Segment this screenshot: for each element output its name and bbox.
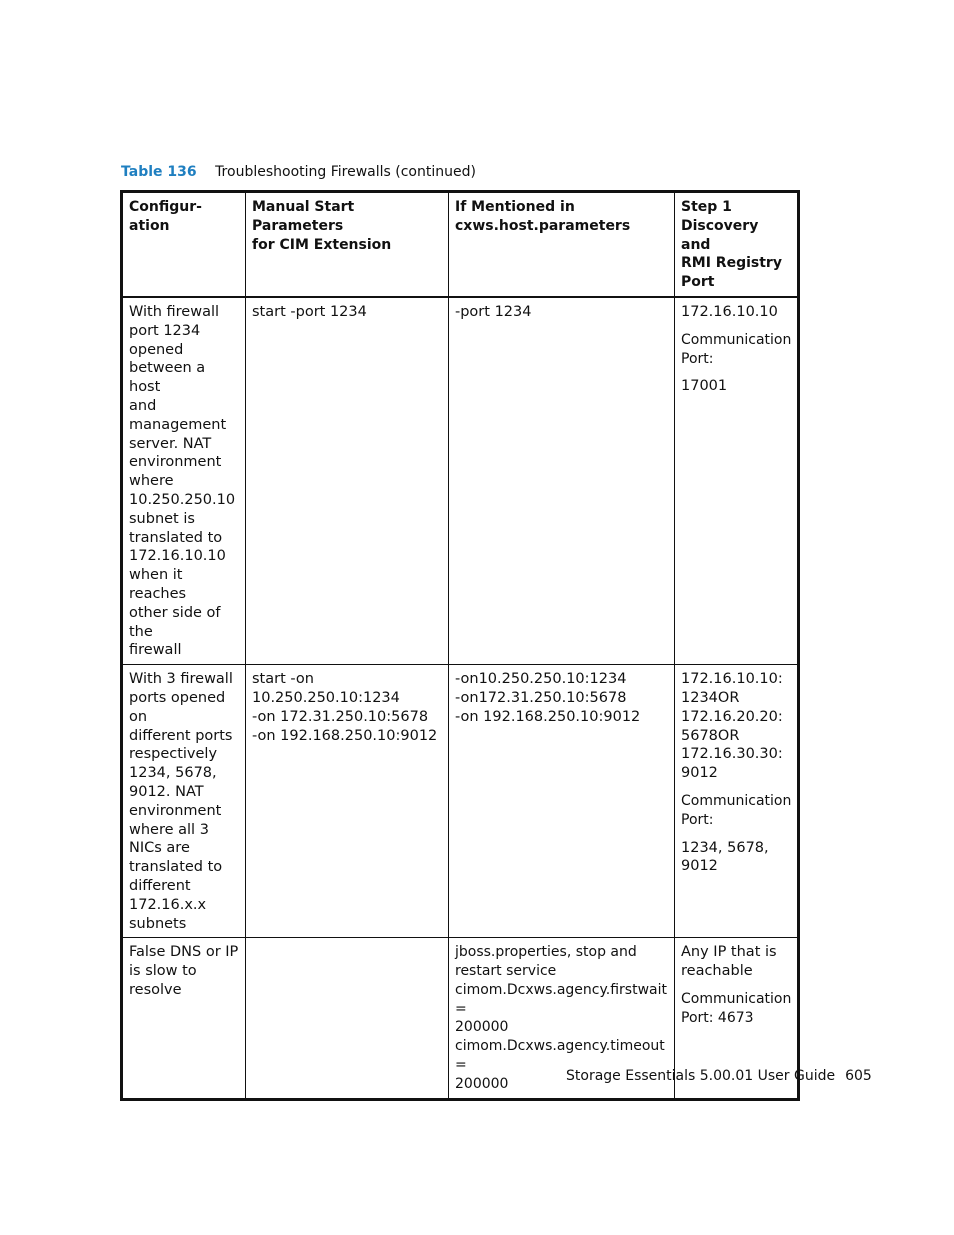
cell-configuration: With 3 firewall ports opened on different ports respectively 1234, 5678, 9012. NAT environment where all 3 NICs are translated to different 172.16.x.x subnets [122,665,246,938]
step1-communication-label: Communication Port: [681,331,792,367]
page-number: 605 [845,1068,872,1084]
step1-address: 172.16.10.10: 1234OR 172.16.20.20: 5678OR 172.16.30.30: 9012 [681,671,783,782]
step1-address: Any IP that is reachable [681,944,777,980]
column-header-configuration: Configur- ation [122,192,246,298]
host-parameters-line: cimom.Dcxws.agency.timeout= 200000 [455,1038,665,1092]
host-parameters-line: -on10.250.250.10:1234 -on172.31.250.10:5678 -on 192.168.250.10:9012 [455,671,641,725]
cell-manual-start: start -on 10.250.250.10:1234 -on 172.31.250.10:5678 -on 192.168.250.10:9012 [246,665,449,938]
step1-communication-label: Communication Port: 4673 [681,990,792,1026]
table-header-row [122,192,799,298]
step1-communication-label: Communication Port: [681,792,792,828]
host-parameters-line: jboss.properties, stop and restart service [455,944,637,980]
column-header-manual-start: Manual Start Parameters for CIM Extension [246,192,449,298]
cell-host-parameters [449,665,675,938]
table-row [122,665,799,938]
table-caption [121,162,476,182]
guide-title: Storage Essentials 5.00.01 User Guide [566,1068,836,1084]
table-row [122,297,799,665]
cell-manual-start [246,938,449,1099]
page-footer [566,1066,872,1086]
table-title: Troubleshooting Firewalls (continued) [215,164,476,180]
cell-configuration: False DNS or IP is slow to resolve [122,938,246,1099]
step1-port: 17001 [681,378,728,395]
host-parameters-line: cimom.Dcxws.agency.firstwait= 200000 [455,981,667,1036]
cell-configuration: With firewall port 1234 opened between a host and management server. NAT environment where 10.250.250.10 subnet is translated to 172.16.10.10 when it reaches other side of the firewall [122,297,246,665]
cell-step1 [675,665,799,938]
step1-address: 172.16.10.10 [681,304,778,320]
cell-manual-start: start -port 1234 [246,297,449,665]
step1-port: 1234, 5678, 9012 [681,839,769,875]
column-header-host-parameters: If Mentioned in cxws.host.parameters [449,192,675,298]
cell-host-parameters [449,297,675,665]
cell-step1 [675,297,799,665]
column-header-step1-discovery: Step 1 Discovery and RMI Registry Port [675,192,799,298]
troubleshooting-firewalls-table [120,190,800,1101]
table-number-label: Table 136 [121,164,197,180]
host-parameters-line: -port 1234 [455,304,532,320]
